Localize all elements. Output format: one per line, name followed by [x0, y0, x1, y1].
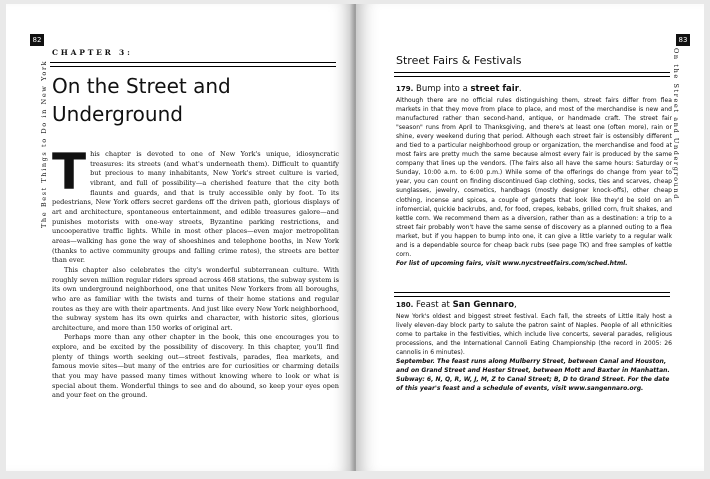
- running-head: [28, 48, 48, 228]
- entry-rule: [394, 292, 670, 297]
- entry-prefix: Feast at: [415, 300, 450, 310]
- entry-180: [396, 300, 672, 393]
- intro-paragraph-2: This chapter also celebrates the city's wonderful subterranean culture. With roughly seven million regular riders spread across 468 stations, the subway system is its own underground neighborhood, one that unites New Yorkers from all boroughs, who are as familiar with the twists and turns of their home stations and regular routes as they are with their apartments. And just like every New York neighborhood, the subway system has its own quirks and character, with historic sites, glorious architecture, and more than 150 works of original art.: [52, 265, 339, 332]
- intro-paragraph-1: [52, 143, 339, 266]
- chapter-label: CHAPTER 3:: [52, 48, 133, 57]
- entry-note: For list of upcoming fairs, visit www.nycstreetfairs.com/sched.html.: [396, 259, 628, 267]
- chapter-rule: [50, 62, 336, 67]
- running-head-text: The Best Things to Do in New York: [40, 59, 48, 228]
- entry-179: [396, 84, 672, 268]
- chapter-title-line1: On the Street and: [52, 74, 231, 98]
- page-number: 82: [30, 34, 44, 46]
- running-head: [672, 48, 692, 248]
- section-rule: [394, 72, 670, 77]
- entry-heading: [396, 84, 672, 94]
- chapter-title-line2: Underground: [52, 102, 183, 126]
- entry-text: Although there are no official rules distinguishing them, street fairs differ from flea markets in that they move from place to place, and most of the merchandise is new and manufactured rather than second-hand, antique, or handmade craft. The street fair "season" runs from April to Thanksgiving, and there's at least one (often more), rain or shine, every weekend during that period. Although each street fair is ostensibly different and tied to a particular neighborhood group or organization, the merchandise and food at most fairs are pretty much the same because almost every fair is produced by the same company that lines up the vendors. (The fairs also all have the same hours: Saturday or Sunday, 10:00 a.m. to 6:00 p.m.) While some of the offerings do change from year to year, you can count on finding discontinued Gap clothing, socks, ties and scarves, cheap sunglasses, jewelry, cosmetics, handbags (mostly designer knock-offs), other cheap clothing, incense and spices, a couple of gadgets that look like they'd be sold on an infomercial, quickie backrubs, and, for food, crepes, kebabs, grilled corn, fruit shakes, and kettle corn. We recommend them as a diversion, rather than as a destination: a trip to a street fair probably won't have the same sense of discovery as a planned outing to a flea market, but if you happen to bump into one, it can give a little variety to a regular walk and is a dependable source for cheap back rubs (see page TK) and free samples of kettle corn.: [396, 97, 672, 258]
- intro-paragraph-3: Perhaps more than any other chapter in the book, this one encourages you to explore, and be excited by the possibility of discovery. In this chapter, you'll find plenty of things worth seeking out—street festivals, parades, flea markets, and famous movie sites—but many of the entries are for curiosities or charming details that you may have passed many times without knowing where to look or what is special about them. Wonderful things to see and do abound, so keep your eyes open and your feet on the ground.: [52, 333, 339, 400]
- section-title: Street Fairs & Festivals: [396, 54, 522, 67]
- entry-note: September. The feast runs along Mulberry Street, between Canal and Houston, and on Grand Street and Hester Street, between Mott and Baxter in Manhattan. Subway: 6, N, Q, R, W, J, M, Z to Canal Street; B, D to Grand Street. For the date of this year's feast and a schedule of events, visit www.sangennaro.org.: [396, 358, 670, 393]
- entry-name: street fair: [470, 84, 519, 94]
- entry-name: San Gennaro: [452, 300, 515, 310]
- entry-suffix: ,: [514, 300, 517, 310]
- entry-heading: [396, 300, 672, 310]
- entry-suffix: .: [518, 84, 522, 94]
- page-number: 83: [676, 34, 690, 46]
- entry-number: 180.: [396, 301, 414, 309]
- left-page: [6, 4, 354, 471]
- entry-prefix: Bump into a: [415, 84, 468, 94]
- chapter-title: [52, 72, 332, 128]
- entry-text: New York's oldest and biggest street festival. Each fall, the streets of Little Italy host a lively eleven-day block party to salute the patron saint of Naples. People of all ethnicities come to partake in the festivities, which include live concerts, several parades, religious processions, and the International Cannoli Eating Championship (the record in 2005: 26 cannolis in 6 minutes).: [396, 313, 672, 357]
- entry-number: 179.: [396, 85, 414, 93]
- right-page: [356, 4, 704, 471]
- running-head-text: On the Street and Underground: [672, 48, 680, 201]
- dropcap: T: [52, 143, 87, 201]
- intro-paragraph-1-text: his chapter is devoted to one of New York's unique, idiosyncratic treasures: its streets (and what's underneath them). Difficult to quantify but precious to many inhabitants, New York's street culture is varied, vibrant, and full of possibility—a cherished feature that the city both flaunts and guards, and that is truly accessible only by foot. To its pedestrians, New York offers secret gardens off the driven path, glorious displays of art and architecture, spontaneous entertainment, and edible treasures galore—and punishes motorists with one-way streets, Byzantine parking restrictions, and uncooperative traffic lights. While in most other places—even major metropolitan areas—walking has gone the way of shoeshines and telephone booths, in New York (thanks to active community groups and falling crime rates), the streets are better than ever.: [52, 150, 339, 265]
- chapter-intro: [52, 143, 339, 401]
